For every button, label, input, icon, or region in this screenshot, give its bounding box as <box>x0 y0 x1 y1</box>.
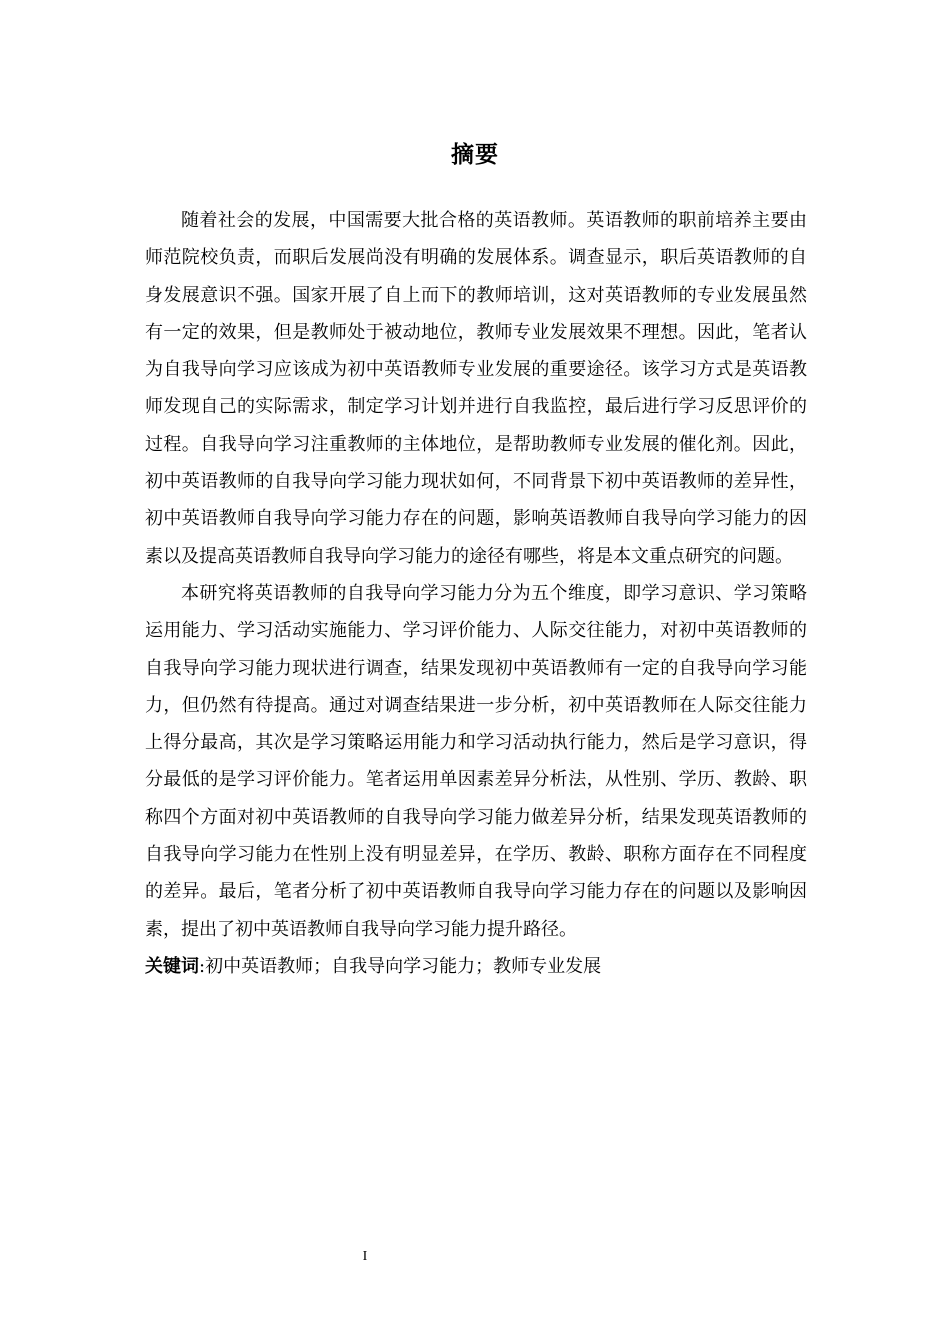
keywords-text: 初中英语教师；自我导向学习能力；教师专业发展 <box>205 955 602 977</box>
keywords-separator: : <box>199 955 206 977</box>
abstract-paragraph-1: 随着社会的发展，中国需要大批合格的英语教师。英语教师的职前培养主要由师范院校负责，而职后发展尚没有明确的发展体系。调查显示，职后英语教师的自身发展意识不强。国家开展了自上而下的教师培训，这对英语教师的专业发展虽然有一定的效果，但是教师处于被动地位，教师专业发展效果不理想。因此，笔者认为自我导向学习应该成为初中英语教师专业发展的重要途径。该学习方式是英语教师发现自己的实际需求，制定学习计划并进行自我监控，最后进行学习反思评价的过程。自我导向学习注重教师的主体地位，是帮助教师专业发展的催化剂。因此，初中英语教师的自我导向学习能力现状如何，不同背景下初中英语教师的差异性，初中英语教师自我导向学习能力存在的问题，影响英语教师自我导向学习能力的因素以及提高英语教师自我导向学习能力的途径有哪些，将是本文重点研究的问题。 <box>145 210 807 567</box>
abstract-title: 摘要 <box>451 142 499 168</box>
page-number: I <box>362 1249 368 1264</box>
abstract-body <box>145 202 807 985</box>
abstract-paragraph-2: 本研究将英语教师的自我导向学习能力分为五个维度，即学习意识、学习策略运用能力、学习活动实施能力、学习评价能力、人际交往能力，对初中英语教师的自我导向学习能力现状进行调查，结果发现初中英语教师有一定的自我导向学习能力，但仍然有待提高。通过对调查结果进一步分析，初中英语教师在人际交往能力上得分最高，其次是学习策略运用能力和学习活动执行能力，然后是学习意识，得分最低的是学习评价能力。笔者运用单因素差异分析法，从性别、学历、教龄、职称四个方面对初中英语教师的自我导向学习能力做差异分析，结果发现英语教师的自我导向学习能力在性别上没有明显差异，在学历、教龄、职称方面存在不同程度的差异。最后，笔者分析了初中英语教师自我导向学习能力存在的问题以及影响因素，提出了初中英语教师自我导向学习能力提升路径。 <box>145 582 807 940</box>
keywords-label: 关键词 <box>145 955 199 977</box>
keywords-line <box>145 948 807 985</box>
